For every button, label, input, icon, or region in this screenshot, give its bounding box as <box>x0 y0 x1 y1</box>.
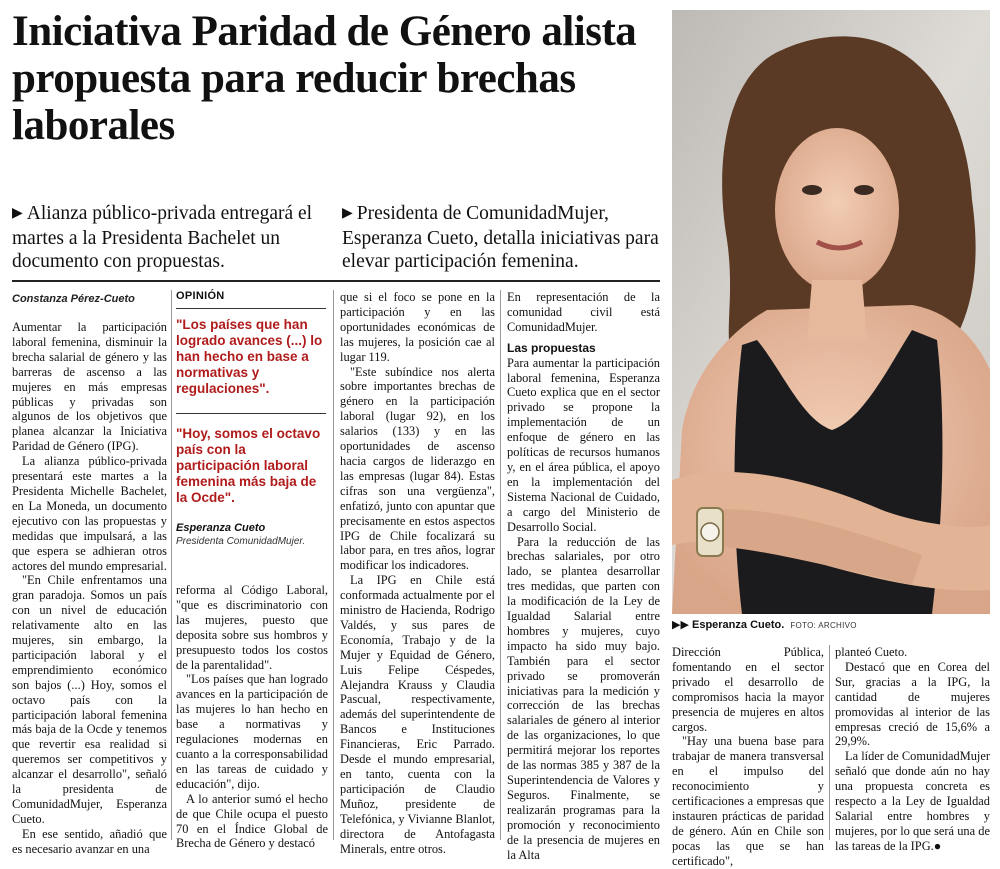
paragraph: Para aumentar la participación laboral femenina, Esperanza Cueto explica que en el sector privado se propone la implementación de un enfoque de género en las políticas de recursos humanos y, en el área pública, el apoyo en la implementación del Sistema Nacional de Cuidado, a cargo del Ministerio de Desarrollo Social. <box>507 355 660 534</box>
portrait-photo <box>672 10 990 614</box>
column-divider <box>500 290 501 840</box>
paragraph: planteó Cueto. <box>835 645 908 659</box>
paragraph: "Este subíndice nos alerta sobre importantes brechas de género en la participación laboral (lugar 92), en los salarios (133) y en las oportunidades de ascenso hacia cargos de liderazgo en las empresas (lugar 84). Estas cifras son una vergüenza", enfatizó, junto con apuntar que precisamente en estos aspectos IPG de Chile focalizará su labor para, en tres años, lograr modificar los indicadores. <box>340 364 495 573</box>
pull-quote-1: "Los países que han logrado avances (...) lo han hecho en base a normativas y regulaciones". <box>176 317 323 396</box>
paragraph: En ese sentido, añadió que es necesario avanzar en una <box>12 826 167 856</box>
deck-divider <box>12 280 660 282</box>
paragraph: Aumentar la participación laboral femenina, disminuir la brecha salarial de género y las barreras de ascenso a las mujeres en más empresas públicas y privadas son algunos de los objetivos que planea alcanzar la Iniciativa Paridad de Género (IPG). <box>12 320 167 454</box>
deck-arrow-icon: ▶ <box>342 206 353 221</box>
column-3 <box>340 290 495 856</box>
paragraph: "Hay una buena base para trabajar de manera transversal en el impulso del reconocimiento y certificaciones a empresas que instauren prácticas de paridad de género. Aún en Chile son pocas las que se han certificado", <box>672 734 824 868</box>
column-divider <box>171 290 172 840</box>
deck-1-text: Alianza público-privada entregará el martes a la Presidenta Bachelet un documento con propuestas. <box>12 203 313 272</box>
paragraph: Dirección Pública, fomentando en el sector privado el desarrollo de compromisos hacia la mayor presencia de mujeres en altos cargos. <box>672 645 824 734</box>
deck-2-text: Presidenta de ComunidadMujer, Esperanza Cueto, detalla iniciativas para elevar participación femenina. <box>342 203 659 272</box>
pull-quote-2: "Hoy, somos el octavo país con la participación laboral femenina más baja de la Ocde". <box>176 426 321 505</box>
deck-1 <box>12 202 330 273</box>
paragraph: "En Chile enfrentamos una gran paradoja. Somos un país con un nivel de educación relativamente alto en las mujeres, sin embargo, la participación laboral y el emprendimiento económico son bajos (...) Hoy, somos el octavo país con la participación laboral femenina más baja de la Ocde y tenemos que revertir esa realidad si queremos ser competitivos y alcanzar el desarrollo", señaló la presidenta de ComunidadMujer, Esperanza Cueto. <box>12 573 167 826</box>
portrait-image <box>672 10 990 614</box>
caption-arrow-icon: ▶▶ <box>672 619 689 631</box>
column-5 <box>672 645 824 868</box>
paragraph: La IPG en Chile está conformada actualmente por el ministro de Hacienda, Rodrigo Valdés, y sus pares de Economía, Trabajo y de la Mujer y Equidad de Género, Luis Felipe Céspedes, Alejandra Krauss y Claudia Pascual, respectivamente, además del superintendente de Bancos e Instituciones Financieras, Eric Parrado. Desde el mundo empresarial, en tanto, cuenta con la participación de Claudio Muñoz, presidente de Telefónica, y Vivianne Blanlot, directora de Antofagasta Minerals, entre otros. <box>340 573 495 856</box>
caption-name: Esperanza Cueto. <box>691 619 785 631</box>
headline: Iniciativa Paridad de Género alista propuesta para reducir brechas laborales <box>12 8 637 149</box>
paragraph: "Los países que han logrado avances en la participación de las mujeres lo han hecho en base a normativas y regulaciones modernas en cuanto a la corresponsabilidad en las tareas de cuidado y educación", dijo. <box>176 672 328 791</box>
column-4 <box>507 290 660 862</box>
quote-divider <box>176 413 326 414</box>
quote-role: Presidenta ComunidadMujer. <box>176 536 306 547</box>
byline: Constanza Pérez-Cueto <box>12 293 135 305</box>
opinion-box <box>176 290 326 547</box>
subhead-propuestas: Las propuestas <box>507 340 596 355</box>
column-divider <box>829 645 830 840</box>
paragraph: Para la reducción de las brechas salariales, por otro lado, se plantea desarrollar tres medidas, que parten con la modificación de la Ley de Igualdad Salarial entre hombres y mujeres, cuyo impacto ha sido muy bajo. También para el sector privado se promoverán iniciativas para la medición y corrección de las brechas salariales de género al interior de las organizaciones, lo que permitirá mejorar los reportes de las normas 385 y 387 de la Superintendencia de Valores y Seguros. Finalmente, se realizarán programas para la promoción y reconocimiento de la presencia de mujeres en la Alta <box>507 534 660 862</box>
paragraph: La líder de ComunidadMujer señaló que donde aún no hay una propuesta concreta es respecto a la Ley de Igualdad Salarial entre hombres y mujeres, por lo que será una de las tareas de la IPG.● <box>835 749 990 853</box>
column-6 <box>835 645 990 853</box>
deck-arrow-icon: ▶ <box>12 206 23 221</box>
paragraph: Destacó que en Corea del Sur, gracias a la IPG, la cantidad de mujeres promovidas al interior de las empresas creció de 15,6% a 29,9%. <box>835 659 990 749</box>
column-2 <box>176 583 328 851</box>
quote-author: Esperanza Cueto <box>176 522 266 534</box>
paragraph: reforma al Código Laboral, "que es discriminatorio con las mujeres, puesto que deposita sobre sus hombros y presupuesto todos los costos de la parentalidad". <box>176 583 328 672</box>
column-1 <box>12 320 167 856</box>
opinion-label: OPINIÓN <box>176 290 326 309</box>
paragraph: En representación de la comunidad civil está ComunidadMujer. <box>507 290 660 334</box>
paragraph: que si el foco se pone en la participación y en las oportunidades económicas de las mujeres, la posición cae al lugar 119. <box>340 290 495 364</box>
paragraph: La alianza público-privada presentará este martes a la Presidenta Michelle Bachelet, en La Moneda, un documento ejecutivo con las propuestas y medidas que impulsará, a las que espera se adhieran otros actores del mundo empresarial. <box>12 454 167 573</box>
deck-2 <box>342 202 660 273</box>
column-divider <box>333 290 334 840</box>
photo-caption <box>672 618 990 631</box>
paragraph: A lo anterior sumó el hecho de que Chile ocupa el puesto 70 en el Índice Global de Brecha de Género y destacó <box>176 791 328 851</box>
photo-credit: FOTO: ARCHIVO <box>790 621 857 630</box>
